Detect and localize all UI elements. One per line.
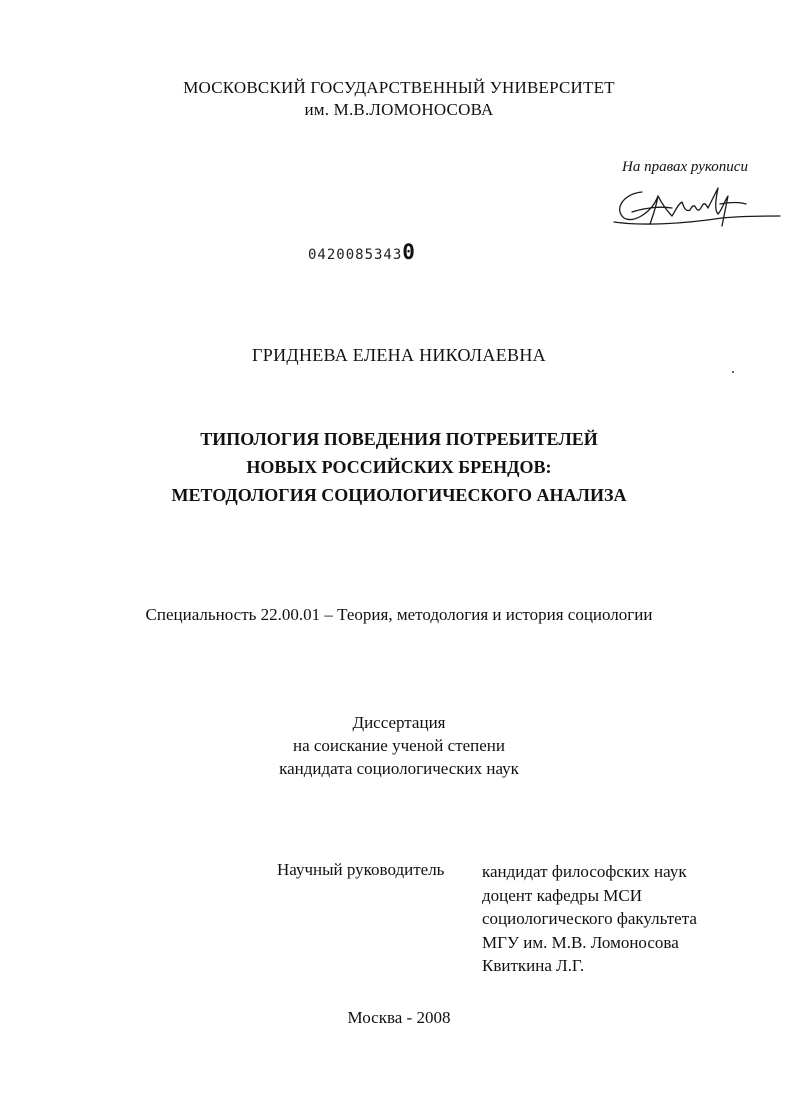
advisor-line: кандидат философских наук [482, 862, 687, 881]
dissertation-degree-block [0, 711, 798, 780]
document-registration-number [308, 240, 415, 264]
advisor-line: доцент кафедры МСИ [482, 885, 643, 905]
scan-speck [732, 371, 734, 373]
author-signature [612, 182, 782, 234]
registration-digits: 042008534З [308, 247, 403, 263]
degree-line: кандидата социологических наук [279, 759, 519, 778]
author-name: ГРИДНЕВА ЕЛЕНА НИКОЛАЕВНА [252, 345, 546, 365]
advisor-line: социологического факультета [482, 909, 697, 928]
dissertation-title [0, 425, 798, 509]
title-line: НОВЫХ РОССИЙСКИХ БРЕНДОВ: [246, 457, 552, 477]
title-line: МЕТОДОЛОГИЯ СОЦИОЛОГИЧЕСКОГО АНАЛИЗА [171, 485, 627, 505]
university-name: МОСКОВСКИЙ ГОСУДАРСТВЕННЫЙ УНИВЕРСИТЕТ [183, 78, 615, 97]
city-year: Москва - 2008 [347, 1008, 451, 1027]
manuscript-rights-note: На правах рукописи [622, 159, 748, 175]
registration-last-char: 0 [402, 240, 415, 264]
degree-line: на соискание ученой степени [292, 736, 506, 755]
advisor-line: МГУ им. М.В. Ломоносова [482, 932, 679, 952]
specialty-line: Специальность 22.00.01 – Теория, методология и история социологии [145, 605, 653, 624]
advisor-details [482, 860, 697, 978]
advisor-line: Квиткина Л.Г. [482, 956, 585, 975]
title-line: ТИПОЛОГИЯ ПОВЕДЕНИЯ ПОТРЕБИТЕЛЕЙ [200, 429, 598, 449]
university-named-after: им. М.В.ЛОМОНОСОВА [304, 100, 494, 119]
degree-line: Диссертация [352, 713, 446, 732]
advisor-label: Научный руководитель [277, 860, 445, 879]
